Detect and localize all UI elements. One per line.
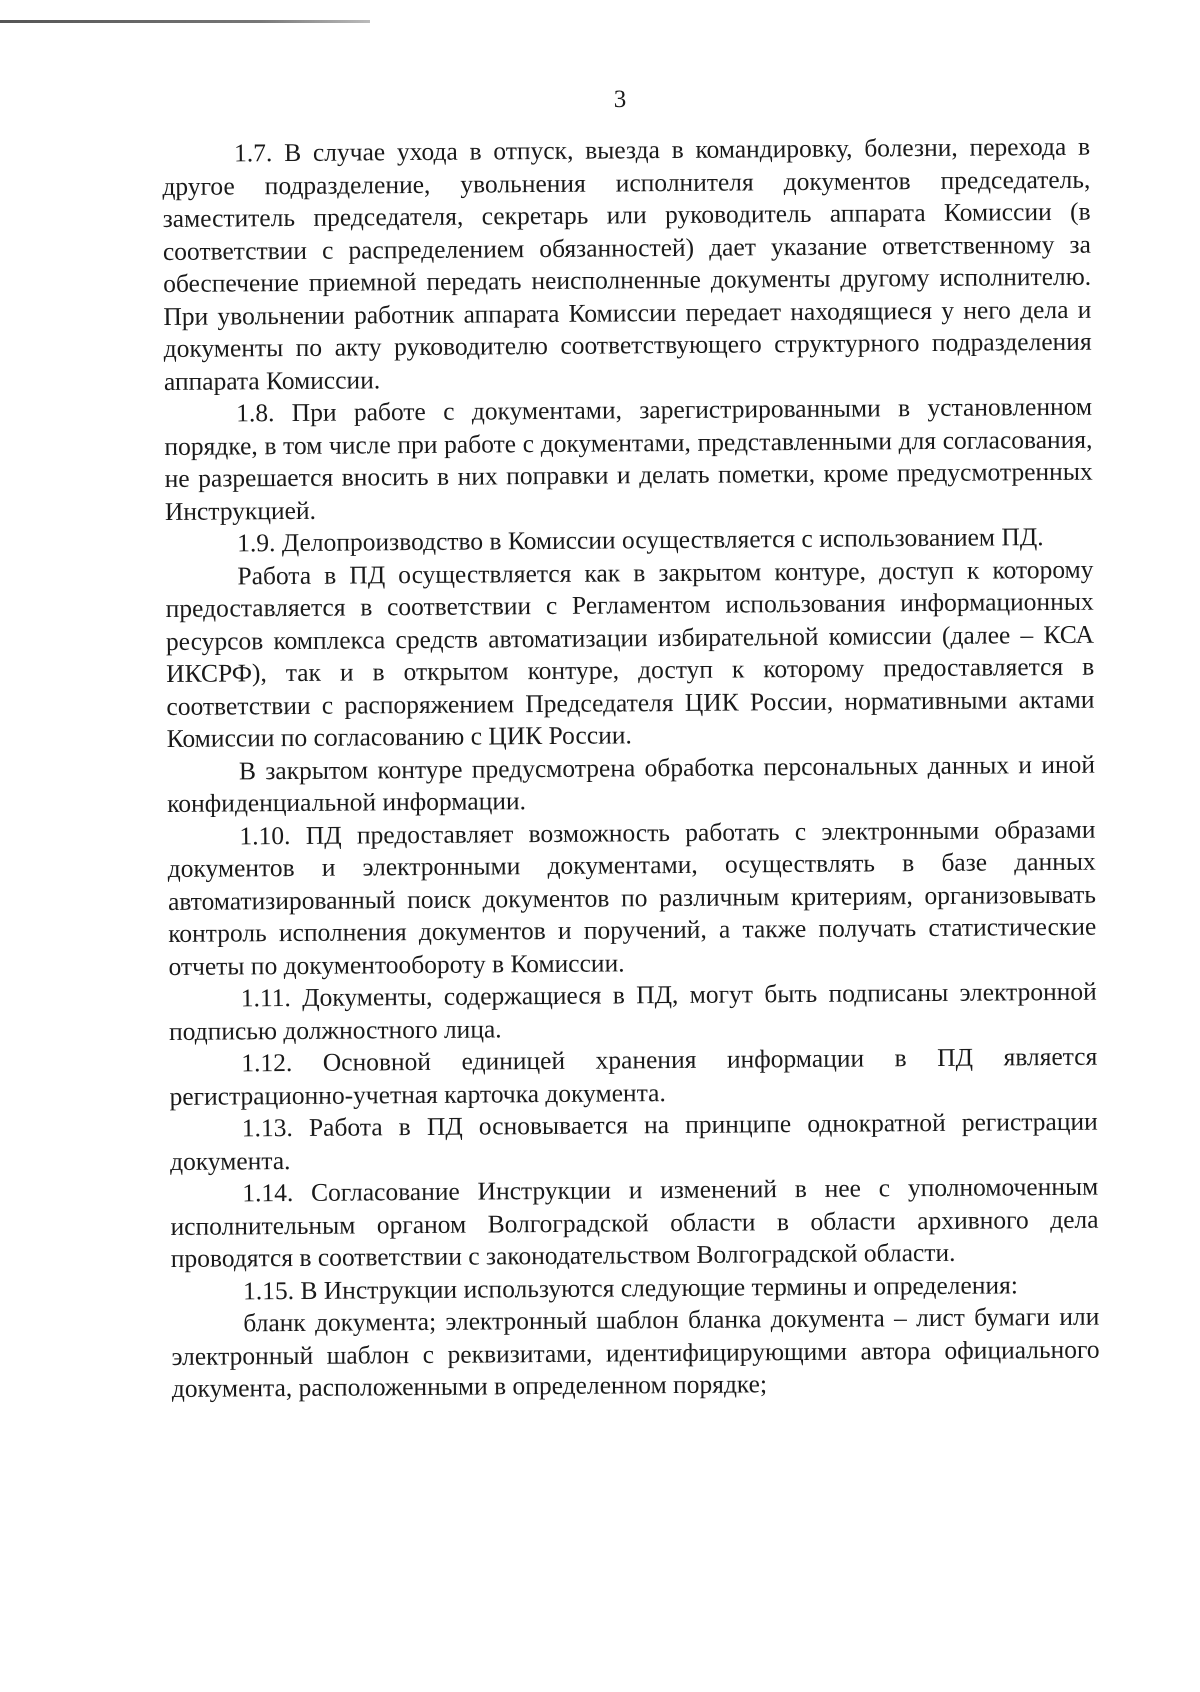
paragraph-1-13: 1.13. Работа в ПД основывается на принципе однократной регистрации документа. (169, 1106, 1098, 1176)
paragraph-1-8: 1.8. При работе с документами, зарегистрированными в установленном порядке, в том числе при работе с документами, представленными для согласования, не разрешается вносить в них поправки и делать пометки, кроме предусмотренных Инструкцией. (164, 391, 1093, 526)
paragraph-1-11: 1.11. Документы, содержащиеся в ПД, могут быть подписаны электронной подписью должностного лица. (168, 976, 1097, 1046)
paragraph-1-14: 1.14. Согласование Инструкции и изменений в нее с уполномоченным исполнительным органом Волгоградской области в области архивного дела проводятся в соответствии с законодательством Волгоградской области. (170, 1171, 1099, 1273)
paragraph-1-10: 1.10. ПД предоставляет возможность работать с электронными образами документов и электронными документами, осуществлять в базе данных автоматизированный поиск документов по различным критериям, организовывать контроль исполнения документов и поручений, а также получать статистические отчеты по документообороту в Комиссии. (167, 814, 1097, 981)
paragraph-pd-contours: Работа в ПД осуществляется как в закрытом контуре, доступ к которому предоставляется в соответствии с Регламентом использования информационных ресурсов комплекса средств автоматизации избирательной комиссии (далее – КСА ИКСРФ), так и в открытом контуре, доступ к которому предоставляется в соответствии с распоряжением Председателя ЦИК России, нормативными актами Комиссии по согласованию с ЦИК России. (165, 554, 1095, 753)
page-number: 3 (613, 86, 627, 113)
paragraph-closed-contour: В закрытом контуре предусмотрена обработка персональных данных и иной конфиденциальной информации. (167, 749, 1096, 818)
document-body (162, 131, 1100, 1406)
paragraph-blank-definition: бланк документа; электронный шаблон бланка документа – лист бумаги или электронный шаблон с реквизитами, идентифицирующими автора официального документа, расположенными в определенном порядке; (171, 1301, 1100, 1403)
scan-edge-line (0, 20, 370, 23)
paragraph-1-7: 1.7. В случае ухода в отпуск, выезда в командировку, болезни, перехода в другое подразделение, увольнения исполнителя документов председатель, заместитель председателя, секретарь или руководитель аппарата Комиссии (в соответствии с распределением обязанностей) дает указание ответственному за обеспечение приемной передать неисполненные документы другому исполнителю. При увольнении работник аппарата Комиссии передает находящиеся у него дела и документы по акту руководителю соответствующего структурного подразделения аппарата Комиссии. (162, 131, 1092, 396)
paragraph-1-12: 1.12. Основной единицей хранения информации в ПД является регистрационно-учетная карточка документа. (169, 1041, 1098, 1111)
paragraph-1-9: 1.9. Делопроизводство в Комиссии осуществляется с использованием ПД. (237, 522, 1044, 558)
paragraph-1-15: 1.15. В Инструкции используются следующие термины и определения: (242, 1269, 1019, 1305)
